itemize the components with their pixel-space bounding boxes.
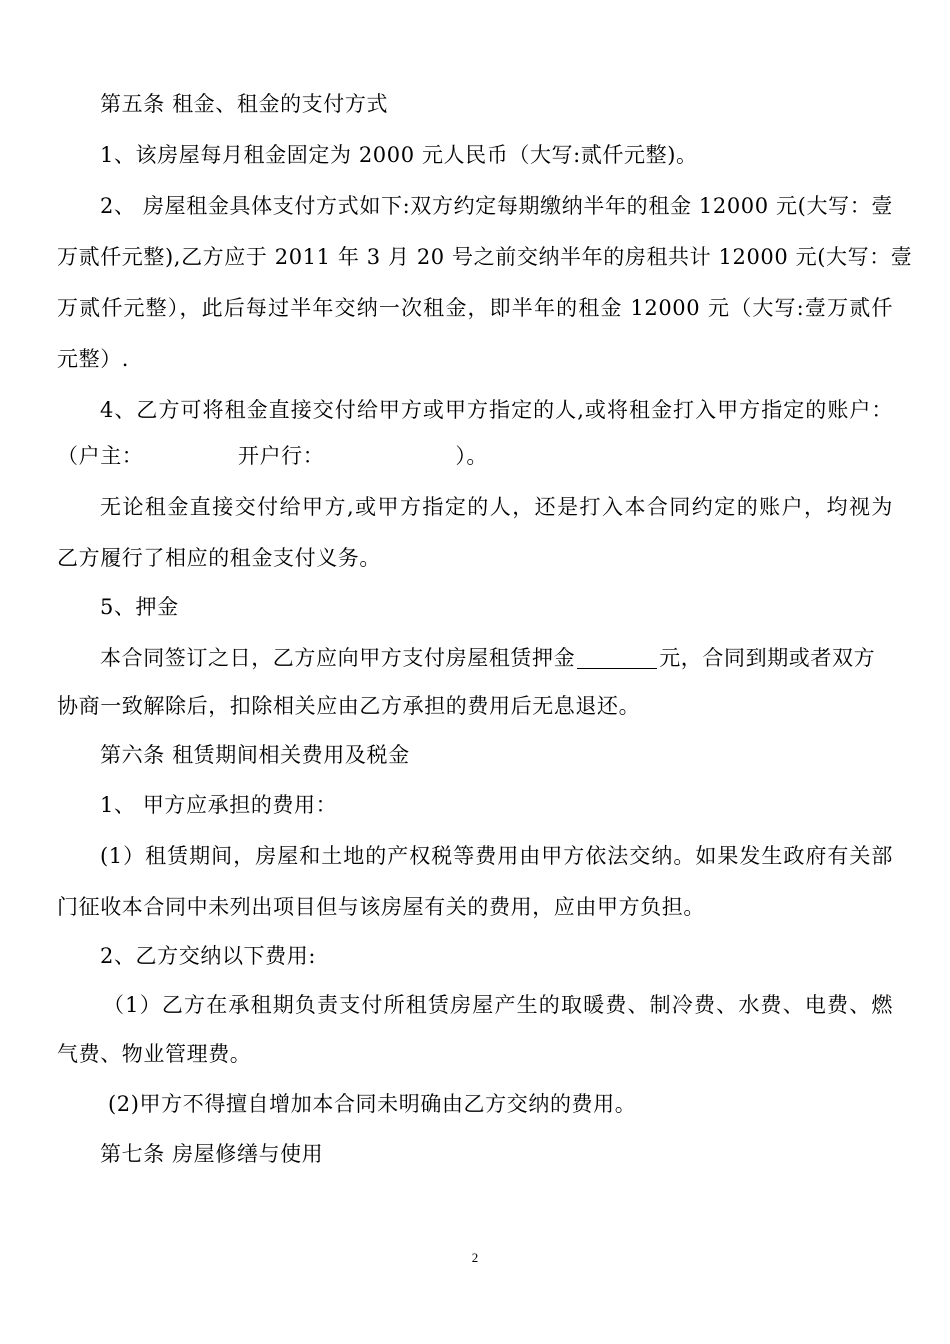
paragraph-payment-obligation-line-1: 无论租金直接交付给甲方,或甲方指定的人，还是打入本合同约定的账户，均视为	[100, 495, 893, 519]
deposit-text-before-blank: 本合同签订之日，乙方应向甲方支付房屋租赁押金	[100, 646, 576, 670]
page-number: 2	[471, 1250, 479, 1265]
deposit-text-after-blank: 元，合同到期或者双方	[659, 646, 876, 670]
paragraph-rent-amount: 1、该房屋每月租金固定为 2000 元人民币（大写:贰仟元整)。	[100, 143, 698, 167]
lessee-fees-heading: 2、乙方交纳以下费用:	[100, 944, 317, 968]
paragraph-payment-method-line-3: 万贰仟元整），此后每过半年交纳一次租金，即半年的租金 12000 元（大写:壹万贰仟	[57, 296, 893, 320]
paragraph-deposit-line-2: 协商一致解除后，扣除相关应由乙方承担的费用后无息退还。	[57, 694, 641, 718]
article-5-title: 第五条 租金、租金的支付方式	[100, 92, 389, 116]
paragraph-deposit-line-1	[100, 644, 893, 672]
lessor-fees-heading: 1、 甲方应承担的费用：	[100, 793, 338, 817]
lessee-fees-item-2: (2)甲方不得擅自增加本合同未明确由乙方交纳的费用。	[108, 1092, 637, 1116]
deposit-heading: 5、押金	[100, 595, 179, 619]
paragraph-payment-method-line-1: 2、 房屋租金具体支付方式如下:双方约定每期缴纳半年的租金 12000 元(大写：壹	[100, 194, 893, 218]
paragraph-account-line-1: 4、乙方可将租金直接交付给甲方或甲方指定的人,或将租金打入甲方指定的账户：	[100, 398, 893, 422]
deposit-amount-blank	[577, 646, 657, 669]
lessee-fees-item-1-line-1: （1）乙方在承租期负责支付所租赁房屋产生的取暖费、制冷费、水费、电费、燃	[103, 993, 893, 1017]
lessee-fees-item-1-line-2: 气费、物业管理费。	[57, 1042, 252, 1066]
article-6-title: 第六条 租赁期间相关费用及税金	[100, 743, 410, 767]
paragraph-payment-method-line-2: 万贰仟元整),乙方应于 2011 年 3 月 20 号之前交纳半年的房租共计 12000 元(大写：壹	[57, 245, 913, 269]
lessor-fees-item-1-line-1: (1）租赁期间，房屋和土地的产权税等费用由甲方依法交纳。如果发生政府有关部	[100, 844, 893, 868]
paragraph-payment-obligation-line-2: 乙方履行了相应的租金支付义务。	[57, 546, 381, 570]
paragraph-payment-method-line-4: 元整）.	[57, 347, 130, 371]
article-7-title: 第七条 房屋修缮与使用	[100, 1142, 324, 1166]
lessor-fees-item-1-line-2: 门征收本合同中未列出项目但与该房屋有关的费用，应由甲方负担。	[57, 895, 705, 919]
paragraph-account-line-2: （户主： 开户行： ）。	[57, 444, 489, 468]
